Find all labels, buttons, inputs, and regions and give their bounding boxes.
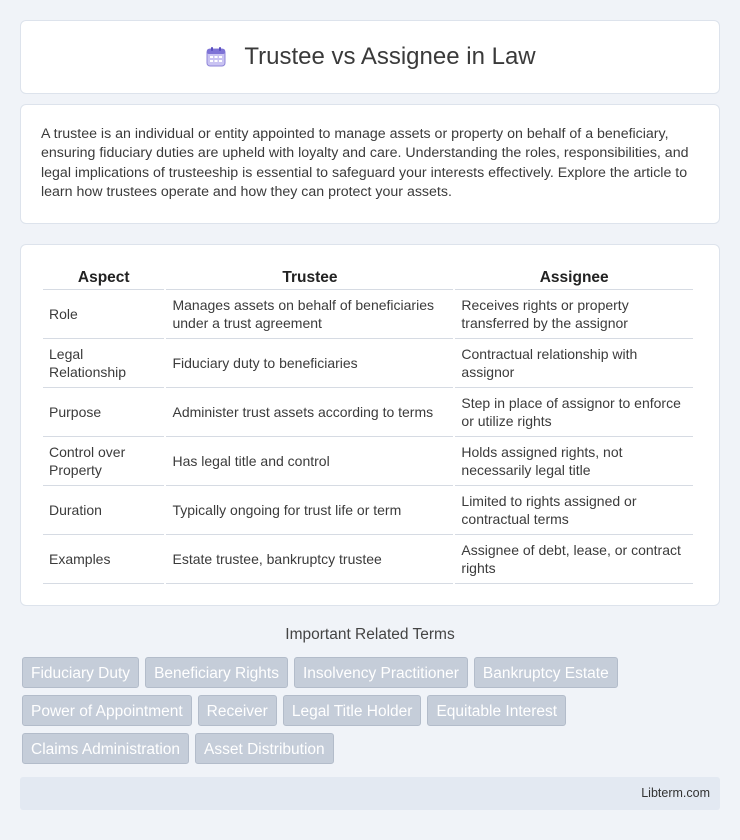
tag-receiver[interactable]: Receiver [198, 695, 277, 726]
tag-fiduciary-duty[interactable]: Fiduciary Duty [22, 657, 139, 688]
cell-assignee: Receives rights or property transferred by the assignor [455, 290, 693, 339]
header-assignee: Assignee [455, 265, 693, 290]
cell-assignee: Assignee of debt, lease, or contract rights [455, 535, 693, 584]
comparison-table [41, 265, 695, 584]
table-row [43, 486, 693, 535]
cell-aspect: Legal Relationship [43, 339, 164, 388]
page-title: Trustee vs Assignee in Law [244, 43, 536, 70]
cell-trustee: Fiduciary duty to beneficiaries [166, 339, 453, 388]
tag-legal-title-holder[interactable]: Legal Title Holder [283, 695, 422, 726]
cell-trustee: Has legal title and control [166, 437, 453, 486]
intro-paragraph: A trustee is an individual or entity appointed to manage assets or property on behalf of a beneficiary, ensuring fiduciary duties are upheld with loyalty and care. Understanding the roles, responsibilities, and legal implications of trusteeship is essential to safeguard your interests effectively. Explore the article to learn how trustees operate and how they can protect your assets. [41, 126, 689, 200]
cell-aspect: Duration [43, 486, 164, 535]
cell-trustee: Estate trustee, bankruptcy trustee [166, 535, 453, 584]
tag-claims-administration[interactable]: Claims Administration [22, 733, 189, 764]
table-row [43, 339, 693, 388]
cell-assignee: Contractual relationship with assignor [455, 339, 693, 388]
cell-assignee: Holds assigned rights, not necessarily legal title [455, 437, 693, 486]
tag-bankruptcy-estate[interactable]: Bankruptcy Estate [474, 657, 618, 688]
cell-trustee: Typically ongoing for trust life or term [166, 486, 453, 535]
cell-aspect: Examples [43, 535, 164, 584]
header-card [20, 20, 720, 94]
cell-assignee: Step in place of assignor to enforce or utilize rights [455, 388, 693, 437]
comparison-card [20, 244, 720, 606]
tag-power-of-appointment[interactable]: Power of Appointment [22, 695, 192, 726]
intro-card [20, 104, 720, 224]
tag-beneficiary-rights[interactable]: Beneficiary Rights [145, 657, 288, 688]
header-trustee: Trustee [166, 265, 453, 290]
tag-equitable-interest[interactable]: Equitable Interest [427, 695, 566, 726]
table-row [43, 388, 693, 437]
cell-aspect: Control over Property [43, 437, 164, 486]
cell-trustee: Administer trust assets according to terms [166, 388, 453, 437]
header-aspect: Aspect [43, 265, 164, 290]
table-row [43, 290, 693, 339]
calendar-icon [204, 45, 228, 69]
cell-aspect: Purpose [43, 388, 164, 437]
related-terms-list [22, 657, 722, 764]
footer-site-link[interactable]: Libterm.com [641, 786, 710, 800]
footer [20, 777, 720, 810]
tag-asset-distribution[interactable]: Asset Distribution [195, 733, 334, 764]
cell-aspect: Role [43, 290, 164, 339]
tag-insolvency-practitioner[interactable]: Insolvency Practitioner [294, 657, 468, 688]
cell-trustee: Manages assets on behalf of beneficiaries under a trust agreement [166, 290, 453, 339]
cell-assignee: Limited to rights assigned or contractual terms [455, 486, 693, 535]
related-terms-title: Important Related Terms [285, 626, 455, 643]
table-row [43, 437, 693, 486]
table-row [43, 535, 693, 584]
table-header-row [43, 265, 693, 290]
